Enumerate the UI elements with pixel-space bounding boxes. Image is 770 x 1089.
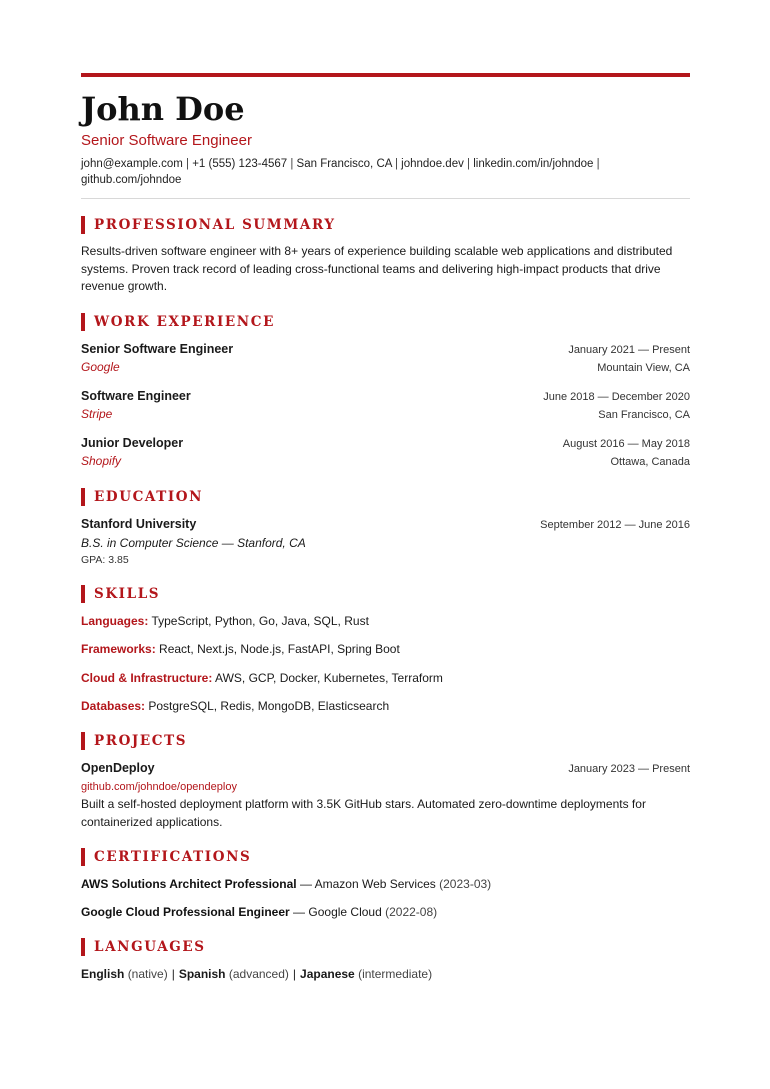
education-dates: September 2012 — June 2016 — [540, 518, 690, 531]
project-name: OpenDeploy — [81, 761, 155, 775]
skill-value: PostgreSQL, Redis, MongoDB, Elasticsearch — [148, 699, 390, 713]
job-title: Software Engineer — [81, 388, 191, 403]
language-name: English — [81, 967, 125, 981]
certification-item — [81, 903, 690, 921]
section-accent-bar — [81, 313, 85, 331]
skill-label: Languages: — [81, 613, 149, 628]
experience-heading: WORK EXPERIENCE — [94, 313, 275, 330]
contact-email[interactable]: john@example.com — [81, 158, 183, 170]
language-level: (intermediate) — [358, 967, 433, 981]
experience-section — [81, 313, 690, 471]
project-description: Built a self-hosted deployment platform with 3.5K GitHub stars. Automated zero-downtime deployments for containerized applications. — [81, 797, 646, 829]
section-accent-bar — [81, 938, 85, 956]
cert-issuer: — Google Cloud — [293, 905, 382, 919]
summary-heading: PROFESSIONAL SUMMARY — [94, 217, 336, 233]
skill-line — [81, 697, 690, 715]
cert-name: AWS Solutions Architect Professional — [81, 877, 297, 891]
language-level: (advanced) — [228, 967, 289, 981]
skill-label: Cloud & Infrastructure: — [81, 670, 213, 685]
education-heading: EDUCATION — [94, 488, 204, 505]
projects-heading: PROJECTS — [94, 733, 188, 749]
job-dates: June 2018 — December 2020 — [543, 390, 690, 403]
cert-date: (2023-03) — [439, 877, 492, 891]
job-entry — [81, 340, 690, 377]
education-section — [81, 488, 690, 568]
certification-item — [81, 875, 690, 893]
skills-heading: SKILLS — [94, 585, 161, 602]
languages-heading: LANGUAGES — [94, 939, 206, 955]
skill-value: TypeScript, Python, Go, Java, SQL, Rust — [151, 613, 369, 628]
job-dates: January 2021 — Present — [568, 343, 690, 356]
section-heading — [81, 313, 690, 331]
section-accent-bar — [81, 585, 85, 603]
cert-issuer: — Amazon Web Services — [299, 877, 436, 891]
job-company: Stripe — [81, 406, 113, 421]
project-link[interactable]: github.com/johndoe/opendeploy — [81, 781, 237, 793]
section-accent-bar — [81, 848, 85, 866]
degree: B.S. in Computer Science — Stanford, CA — [81, 535, 306, 550]
certifications-section — [81, 848, 690, 921]
job-location: San Francisco, CA — [598, 408, 690, 421]
contact-phone: +1 (555) 123-4567 — [192, 158, 288, 170]
contact-linkedin[interactable]: linkedin.com/in/johndoe — [473, 158, 594, 170]
resume-content — [81, 90, 690, 983]
contact-website[interactable]: johndoe.dev — [401, 158, 464, 170]
skill-label: Databases: — [81, 699, 146, 713]
section-accent-bar — [81, 732, 85, 750]
summary-text: Results-driven software engineer with 8+ years of experience building scalable web applications and distributed systems. Proven track record of leading cross-functional teams and delivering high-impact products that drive revenue growth. — [81, 244, 673, 293]
skill-label: Frameworks: — [81, 642, 156, 656]
section-accent-bar — [81, 488, 85, 506]
summary-section — [81, 216, 690, 296]
language-name: Spanish — [178, 967, 226, 981]
job-location: Mountain View, CA — [597, 361, 690, 374]
job-entry — [81, 434, 690, 471]
accent-top-bar — [81, 73, 690, 77]
resume-name: John Doe — [81, 90, 245, 128]
contact-line: john@example.com | +1 (555) 123-4567 | San Francisco, CA | johndoe.dev | linkedin.com/in/johndoe | github.com/johndoe — [81, 158, 600, 186]
section-heading — [81, 585, 690, 603]
job-location: Ottawa, Canada — [610, 455, 690, 468]
language-name: Japanese — [300, 967, 355, 981]
section-heading — [81, 216, 690, 234]
skill-line — [81, 640, 690, 658]
job-company: Shopify — [81, 453, 122, 468]
languages-section — [81, 938, 690, 983]
skill-value: AWS, GCP, Docker, Kubernetes, Terraform — [215, 670, 443, 685]
job-title: Senior Software Engineer — [81, 341, 234, 356]
job-dates: August 2016 — May 2018 — [562, 437, 690, 450]
section-heading — [81, 938, 690, 956]
section-accent-bar — [81, 216, 85, 234]
skills-section — [81, 585, 690, 716]
section-heading — [81, 488, 690, 506]
projects-section — [81, 732, 690, 831]
language-level: (native) — [127, 967, 168, 981]
cert-name: Google Cloud Professional Engineer — [81, 905, 290, 919]
job-entry — [81, 387, 690, 424]
skill-line — [81, 669, 690, 687]
contact-github[interactable]: github.com/johndoe — [81, 174, 182, 186]
job-title: Junior Developer — [81, 435, 184, 450]
cert-date: (2022-08) — [385, 905, 438, 919]
skill-line — [81, 612, 690, 630]
section-heading — [81, 848, 690, 866]
contact-location: San Francisco, CA — [296, 158, 392, 170]
languages-line: English (native) | Spanish (advanced) | Japanese (intermediate) — [81, 967, 433, 981]
section-heading — [81, 732, 690, 750]
project-dates: January 2023 — Present — [568, 763, 690, 775]
job-company: Google — [81, 359, 120, 374]
resume-title: Senior Software Engineer — [81, 132, 252, 149]
header-divider — [81, 198, 690, 199]
certifications-heading: CERTIFICATIONS — [94, 849, 252, 865]
school-name: Stanford University — [81, 516, 197, 531]
gpa: GPA: 3.85 — [81, 553, 129, 566]
skill-value: React, Next.js, Node.js, FastAPI, Spring Boot — [159, 642, 400, 656]
